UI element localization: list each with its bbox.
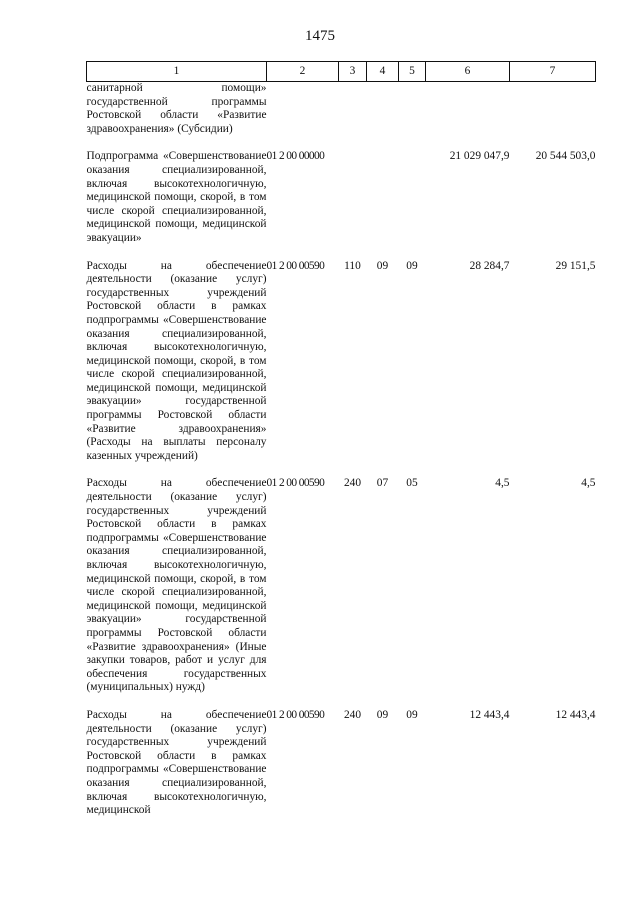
table-body bbox=[87, 82, 596, 818]
row-expense-type bbox=[339, 150, 367, 259]
row-subsection: 09 bbox=[406, 708, 418, 721]
row-expense-type: 110 bbox=[344, 259, 361, 272]
row-description: Расходы на обеспечение деятельности (оказание услуг) государственных учреждений Ростовской области в рамках подпрограммы «Совершенствование оказания специализированной, включая высокотехнологичную, медицинской bbox=[86, 708, 267, 817]
row-target-code: 01 2 00 00590 bbox=[266, 708, 325, 721]
row-section: 09 bbox=[376, 708, 389, 721]
row-target-code: 01 2 00 00590 bbox=[266, 259, 325, 272]
header-col-7: 7 bbox=[510, 62, 596, 82]
row-description: Расходы на обеспечение деятельности (оказание услуг) государственных учреждений Ростовской области в рамках подпрограммы «Совершенствование оказания специализированной, включая высокотехнологичную, медицинской помощи, скорой, в том числе скорой специализированной, медицинской помощи, медицинской эвакуации» государственной программы Ростовской области «Развитие здравоохранения» (Иные закупки товаров, работ и услуг для обеспечения государственных (муниципальных) нужд) bbox=[86, 477, 267, 694]
table-row bbox=[87, 709, 596, 818]
row-subsection: 05 bbox=[406, 477, 418, 490]
row-amount-col7: 12 443,4 bbox=[555, 708, 596, 721]
header-col-4: 4 bbox=[367, 62, 399, 82]
continuation-row bbox=[87, 82, 596, 151]
row-amount-col7: 4,5 bbox=[581, 477, 596, 490]
row-amount-col6: 4,5 bbox=[495, 477, 510, 490]
row-target-code: 01 2 00 00000 bbox=[266, 150, 325, 163]
row-amount-col6: 21 029 047,9 bbox=[449, 150, 510, 163]
row-section: 09 bbox=[376, 259, 389, 272]
header-col-1: 1 bbox=[87, 62, 267, 82]
table-row bbox=[87, 150, 596, 259]
budget-table bbox=[86, 61, 596, 818]
row-section bbox=[367, 150, 399, 259]
row-amount-col7: 20 544 503,0 bbox=[535, 150, 596, 163]
row-amount-col7: 29 151,5 bbox=[555, 259, 596, 272]
header-col-3: 3 bbox=[339, 62, 367, 82]
row-expense-type: 240 bbox=[343, 708, 362, 721]
row-target-code: 01 2 00 00590 bbox=[266, 477, 325, 490]
page-number: 1475 bbox=[305, 28, 335, 44]
row-description: Расходы на обеспечение деятельности (оказание услуг) государственных учреждений Ростовской области в рамках подпрограммы «Совершенствование оказания специализированной, включая высокотехнологичную, медицинской помощи, скорой, в том числе скорой специализированной, медицинской помощи, медицинской эвакуации» государственной программы Ростовской области «Развитие здравоохранения» (Расходы на выплаты персоналу казенных учреждений) bbox=[86, 259, 267, 462]
table-header bbox=[87, 62, 596, 82]
row-amount-col6: 12 443,4 bbox=[469, 708, 510, 721]
header-row bbox=[87, 62, 596, 82]
row-section: 07 bbox=[376, 477, 389, 490]
row-description: Подпрограмма «Совершенствование оказания специализированной, включая высокотехнологичную, медицинской помощи, скорой, в том числе скорой специализированной, медицинской помощи, медицинской эвакуации» bbox=[86, 150, 267, 244]
table-row bbox=[87, 260, 596, 478]
row-amount-col6: 28 284,7 bbox=[469, 259, 510, 272]
table-row bbox=[87, 477, 596, 709]
row-subsection bbox=[399, 150, 426, 259]
header-col-5: 5 bbox=[399, 62, 426, 82]
header-col-6: 6 bbox=[426, 62, 510, 82]
row-subsection: 09 bbox=[406, 259, 418, 272]
continuation-text: санитарной помощи» государственной программы Ростовской области «Развитие здравоохранения» (Субсидии) bbox=[86, 82, 267, 135]
row-expense-type: 240 bbox=[343, 477, 362, 490]
header-col-2: 2 bbox=[267, 62, 339, 82]
